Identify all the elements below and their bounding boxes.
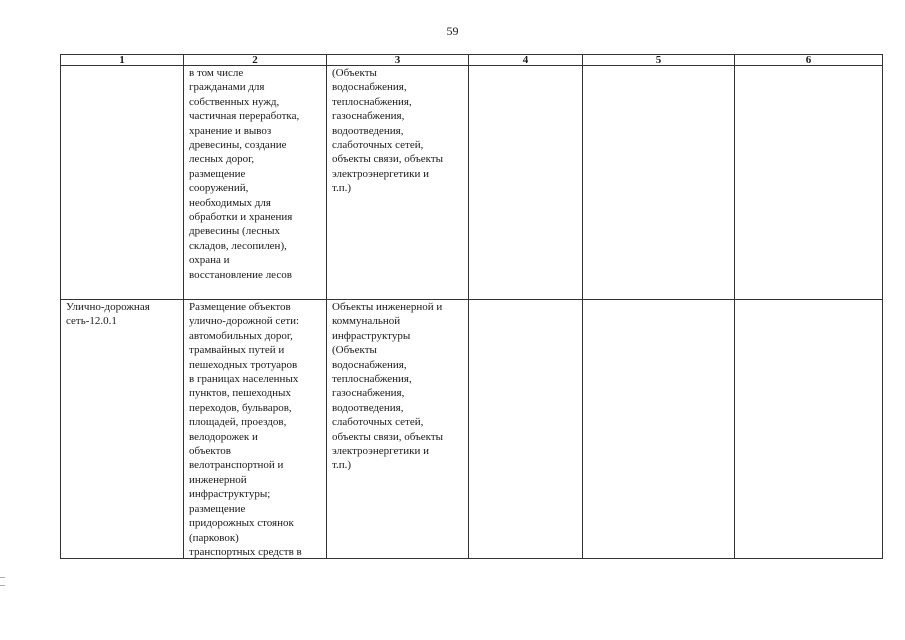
page-number: 59 <box>446 24 459 38</box>
table-cell: Объекты инженерной и коммунальной инфраструктуры (Объекты водоснабжения, теплоснабжения, газоснабжения, водоотведения, слаботочных сетей, объекты связи, объекты электроэнергетики и т.п.) <box>327 300 469 559</box>
document-table <box>60 54 883 559</box>
margin-mark: – – <box>0 572 5 591</box>
table-cell <box>583 300 735 559</box>
table-cell: Улично-дорожная сеть-12.0.1 <box>61 300 184 559</box>
table-cell <box>735 66 883 300</box>
column-header: 5 <box>583 55 735 66</box>
table-cell: (Объекты водоснабжения, теплоснабжения, газоснабжения, водоотведения, слаботочных сетей, объекты связи, объекты электроэнергетики и т.п.) <box>327 66 469 300</box>
column-header: 1 <box>61 55 184 66</box>
table-row <box>61 300 883 559</box>
column-header: 2 <box>184 55 327 66</box>
table-cell <box>469 66 583 300</box>
column-header: 3 <box>327 55 469 66</box>
column-header: 4 <box>469 55 583 66</box>
table-cell: Размещение объектов улично-дорожной сети: автомобильных дорог, трамвайных путей и пешеходных тротуаров в границах населенных пунктов, пешеходных переходов, бульваров, площадей, проездов, велодорожек и объектов велотранспортной и инженерной инфраструктуры; размещение придорожных стоянок (парковок) транспортных средств в <box>184 300 327 559</box>
column-header: 6 <box>735 55 883 66</box>
table-row <box>61 66 883 300</box>
table-cell <box>735 300 883 559</box>
table-cell <box>61 66 184 300</box>
table-cell <box>469 300 583 559</box>
table-header-row <box>61 55 883 66</box>
table-cell: в том числе гражданами для собственных нужд, частичная переработка, хранение и вывоз древесины, создание лесных дорог, размещение сооружений, необходимых для обработки и хранения древесины (лесных складов, лесопилен), охрана и восстановление лесов <box>184 66 327 300</box>
table-cell <box>583 66 735 300</box>
